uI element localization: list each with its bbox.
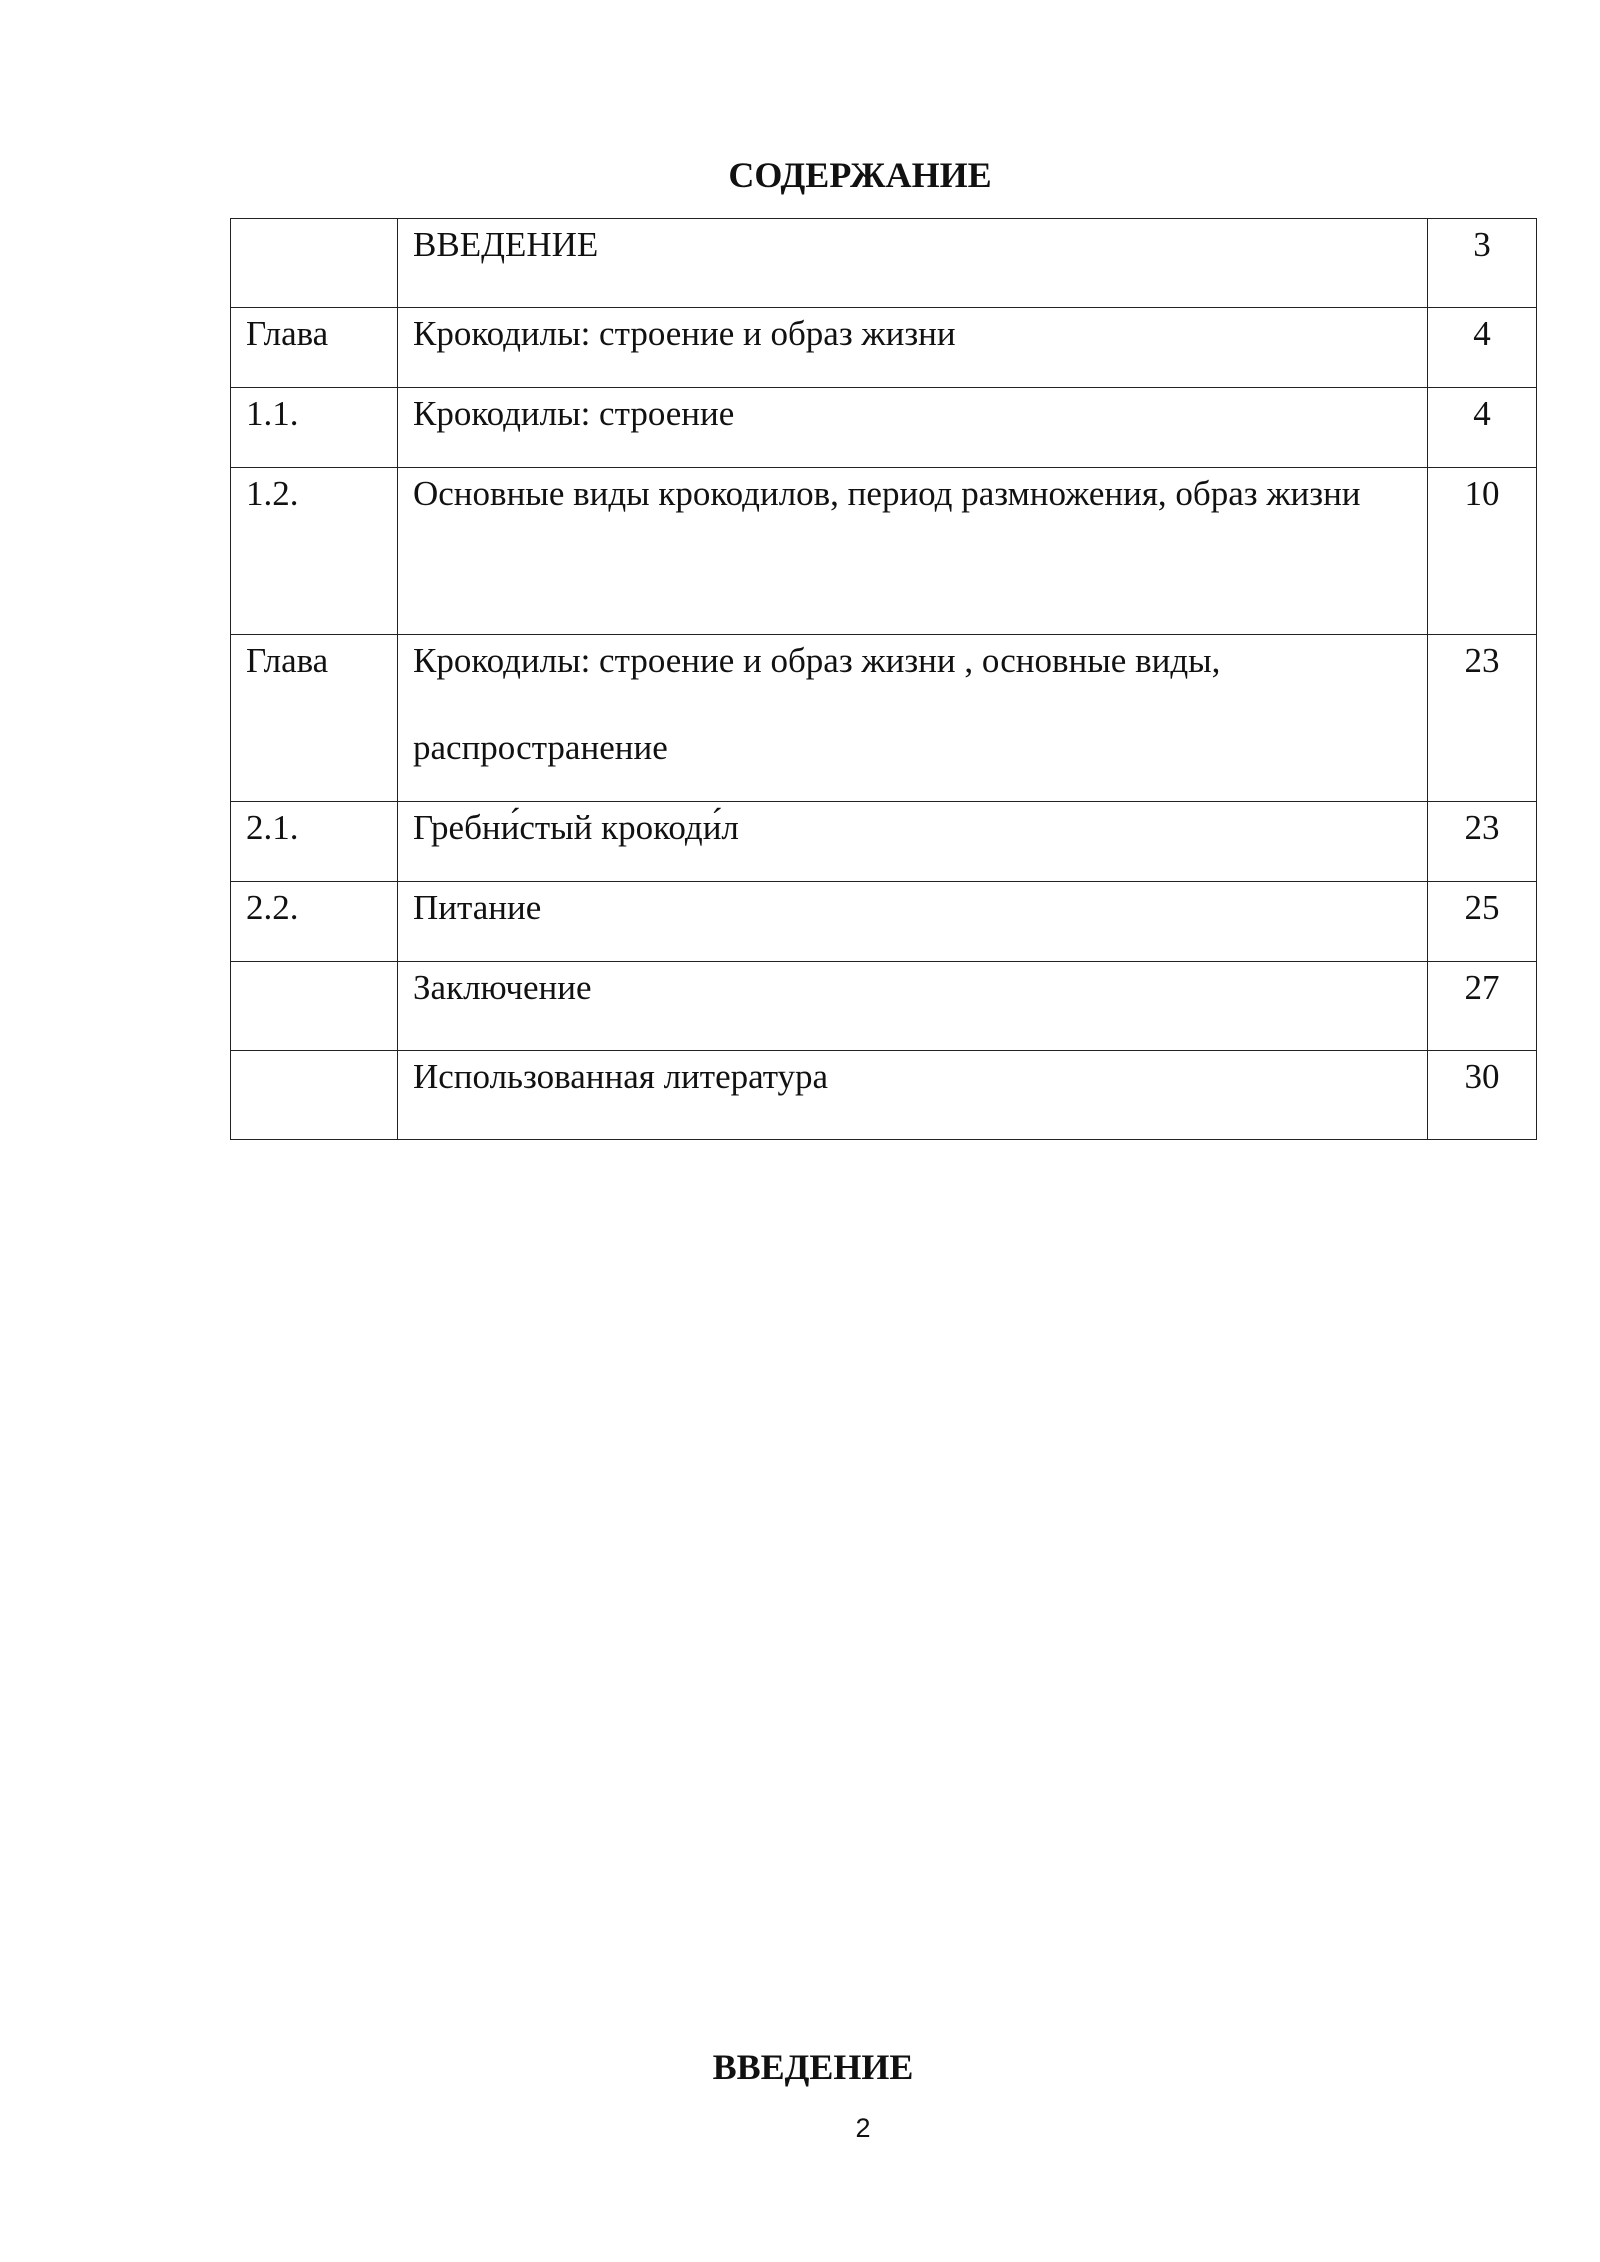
toc-title: ВВЕДЕНИЕ bbox=[413, 225, 599, 264]
toc-number: 2.1. bbox=[246, 808, 299, 847]
toc-number: Глава bbox=[246, 314, 329, 353]
page-title: СОДЕРЖАНИЕ bbox=[728, 155, 992, 195]
table-of-contents bbox=[230, 218, 1537, 1140]
toc-title-cell bbox=[398, 468, 1428, 635]
toc-title-cell bbox=[398, 635, 1428, 802]
toc-row bbox=[231, 635, 1537, 802]
toc-number-cell bbox=[231, 219, 398, 308]
toc-title: Использованная литература bbox=[413, 1057, 829, 1096]
toc-title: Крокодилы: строение и образ жизни bbox=[413, 314, 956, 353]
toc-page-cell bbox=[1428, 219, 1537, 308]
toc-title: Питание bbox=[413, 888, 542, 927]
toc-number bbox=[231, 962, 397, 966]
toc-number-cell bbox=[231, 962, 398, 1051]
toc-number: Глава bbox=[246, 641, 329, 680]
toc-title-cell bbox=[398, 1051, 1428, 1140]
toc-page: 30 bbox=[1464, 1057, 1500, 1096]
toc-page-cell bbox=[1428, 308, 1537, 388]
toc-title: Крокодилы: строение bbox=[413, 394, 735, 433]
toc-page-cell bbox=[1428, 388, 1537, 468]
toc-page-cell bbox=[1428, 635, 1537, 802]
toc-page: 25 bbox=[1464, 888, 1500, 927]
toc-number bbox=[231, 1051, 397, 1055]
toc-page-cell bbox=[1428, 802, 1537, 882]
toc-number-cell bbox=[231, 308, 398, 388]
toc-number bbox=[231, 219, 397, 223]
toc-page-cell bbox=[1428, 882, 1537, 962]
toc-number: 1.2. bbox=[246, 474, 299, 513]
toc-number-cell bbox=[231, 802, 398, 882]
toc-title: Основные виды крокодилов, период размножения, образ жизни bbox=[413, 474, 1361, 513]
toc-page: 4 bbox=[1473, 394, 1491, 433]
toc-number-cell bbox=[231, 1051, 398, 1140]
toc-number-cell bbox=[231, 635, 398, 802]
toc-page: 23 bbox=[1464, 641, 1500, 680]
toc-page: 23 bbox=[1464, 808, 1500, 847]
page-number: 2 bbox=[855, 2113, 871, 2143]
toc-page: 3 bbox=[1473, 225, 1491, 264]
toc-number: 2.2. bbox=[246, 888, 299, 927]
toc-page-cell bbox=[1428, 962, 1537, 1051]
toc-row bbox=[231, 1051, 1537, 1140]
toc-number-cell bbox=[231, 388, 398, 468]
toc-number: 1.1. bbox=[246, 394, 299, 433]
section-heading: ВВЕДЕНИЕ bbox=[712, 2047, 914, 2087]
toc-number-cell bbox=[231, 882, 398, 962]
toc-page: 27 bbox=[1464, 968, 1500, 1007]
toc-page: 4 bbox=[1473, 314, 1491, 353]
toc-title: Заключение bbox=[413, 968, 592, 1007]
toc-page: 10 bbox=[1464, 474, 1500, 513]
toc-title: Крокодилы: строение и образ жизни , основные виды, распространение bbox=[413, 641, 1221, 767]
toc-row bbox=[231, 468, 1537, 635]
toc-page-cell bbox=[1428, 1051, 1537, 1140]
toc-number-cell bbox=[231, 468, 398, 635]
toc-page-cell bbox=[1428, 468, 1537, 635]
toc-title: Гребни́стый крокоди́л bbox=[413, 808, 739, 847]
